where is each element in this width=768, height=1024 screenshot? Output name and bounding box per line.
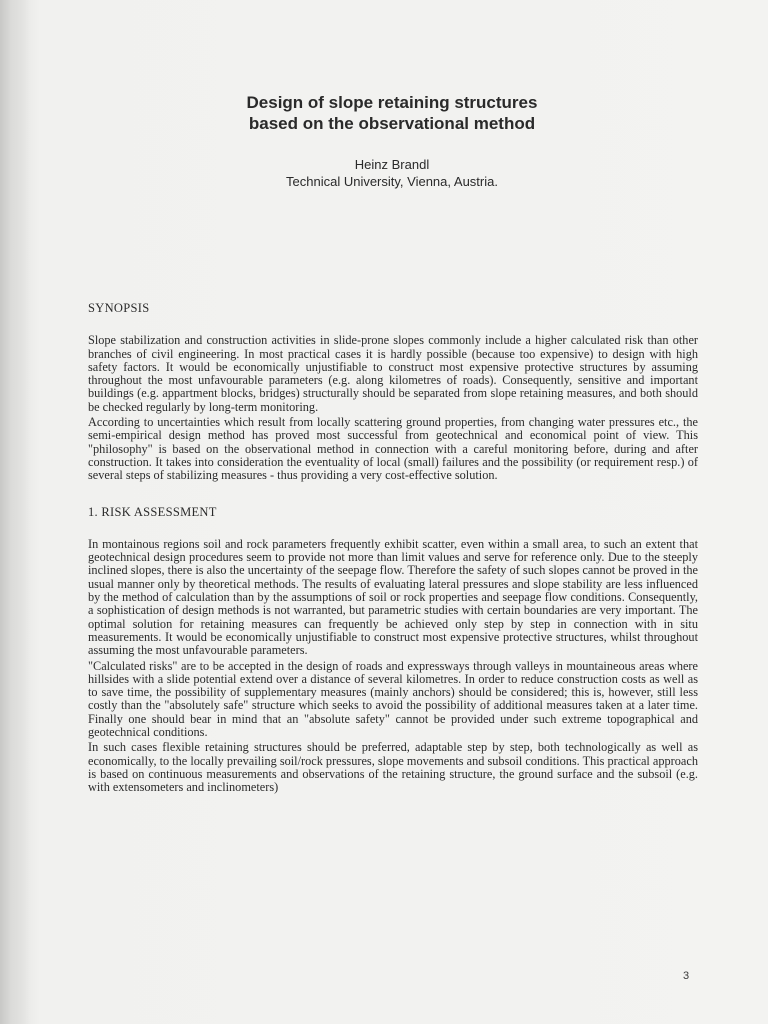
synopsis-paragraph-1: Slope stabilization and construction activities in slide-prone slopes commonly include a higher calculated risk than other branches of civil engineering. In most practical cases it is hardly possible (because too expensive) to design with high safety factors. It would be economically unjustifiable to construct most expensive protective structures by assuming throughout the most unfavourable parameters (e.g. along kilometres of roads). Consequently, sensitive and important buildings (e.g. appartment blocks, bridges) structurally should be separated from slope retaining measures, and both should be checked regularly by long-term monitoring. <box>88 333 698 414</box>
title-block <box>88 92 696 190</box>
section-gap <box>88 485 698 506</box>
synopsis-heading: SYNOPSIS <box>88 301 150 315</box>
author-affiliation: Technical University, Vienna, Austria. <box>286 174 498 189</box>
risk-assessment-heading: 1. RISK ASSESSMENT <box>88 504 217 519</box>
risk-paragraph-1: In montainous regions soil and rock parameters frequently exhibit scatter, even within a small area, to such an extent that geotechnical design procedures seem to provide not more than limit values and serve for reference only. Due to the steeply inclined slopes, there is also the uncertainty of the seepage flow. Therefore the safety of such slopes cannot be proved in the usual manner only by theoretical methods. The results of evaluating lateral pressures and slope stability are less influenced by the method of calculation than by the assumptions of soil or rock properties and seepage flow conditions. Consequently, a sophistication of design methods is not warranted, but parametric studies with certain boundaries are very important. The optimal solution for retaining measures can frequently be achieved only step by step in connection with in situ measurements. It would be economically unjustifiable to construct most expensive protective structures, whilst throughout assuming the most unfavourable parameters. <box>88 536 698 658</box>
body-text <box>88 302 698 797</box>
scan-shadow-edge <box>0 0 30 1024</box>
risk-paragraph-3: In such cases flexible retaining structures should be preferred, adaptable step by step, both technologically as well as economically, to the locally prevailing soil/rock pressures, slope movements and subsoil conditions. This practical approach is based on continuous measurements and observations of the retaining structure, the ground surface and the subsoil (e.g. with extensometers and inclinometers) <box>88 740 698 795</box>
page-number: 3 <box>683 970 690 982</box>
paper-title-line-1: Design of slope retaining structures <box>246 93 538 112</box>
synopsis-paragraph-2: According to uncertainties which result from locally scattering ground properties, from changing water pressures etc., the semi-empirical design method has proved most successful from geotechnical and economical point of view. This "philosophy" is based on the observational method in connection with a careful monitoring before, during and after construction. It takes into consideration the eventuality of local (small) failures and the possibility (or requirement resp.) of several steps of stabilizing measures - thus providing a very cost-effective solution. <box>88 415 698 483</box>
risk-paragraph-2: "Calculated risks" are to be accepted in the design of roads and expressways through valleys in mountaineous areas where hillsides with a slide potential extend over a distance of several kilometres. In order to reduce construction costs as well as to save time, the possibility of supplementary measures (mainly anchors) should be considered; this is, however, still less costly than the "absolutely safe" structure which seeks to avoid the possibility of additional measures taken at a later time. Finally one should bear in mind that an "absolute safety" cannot be provided under such extreme topographical and geotechnical conditions. <box>88 658 698 740</box>
paper-title-line-2: based on the observational method <box>248 114 536 133</box>
author-name: Heinz Brandl <box>354 157 430 172</box>
